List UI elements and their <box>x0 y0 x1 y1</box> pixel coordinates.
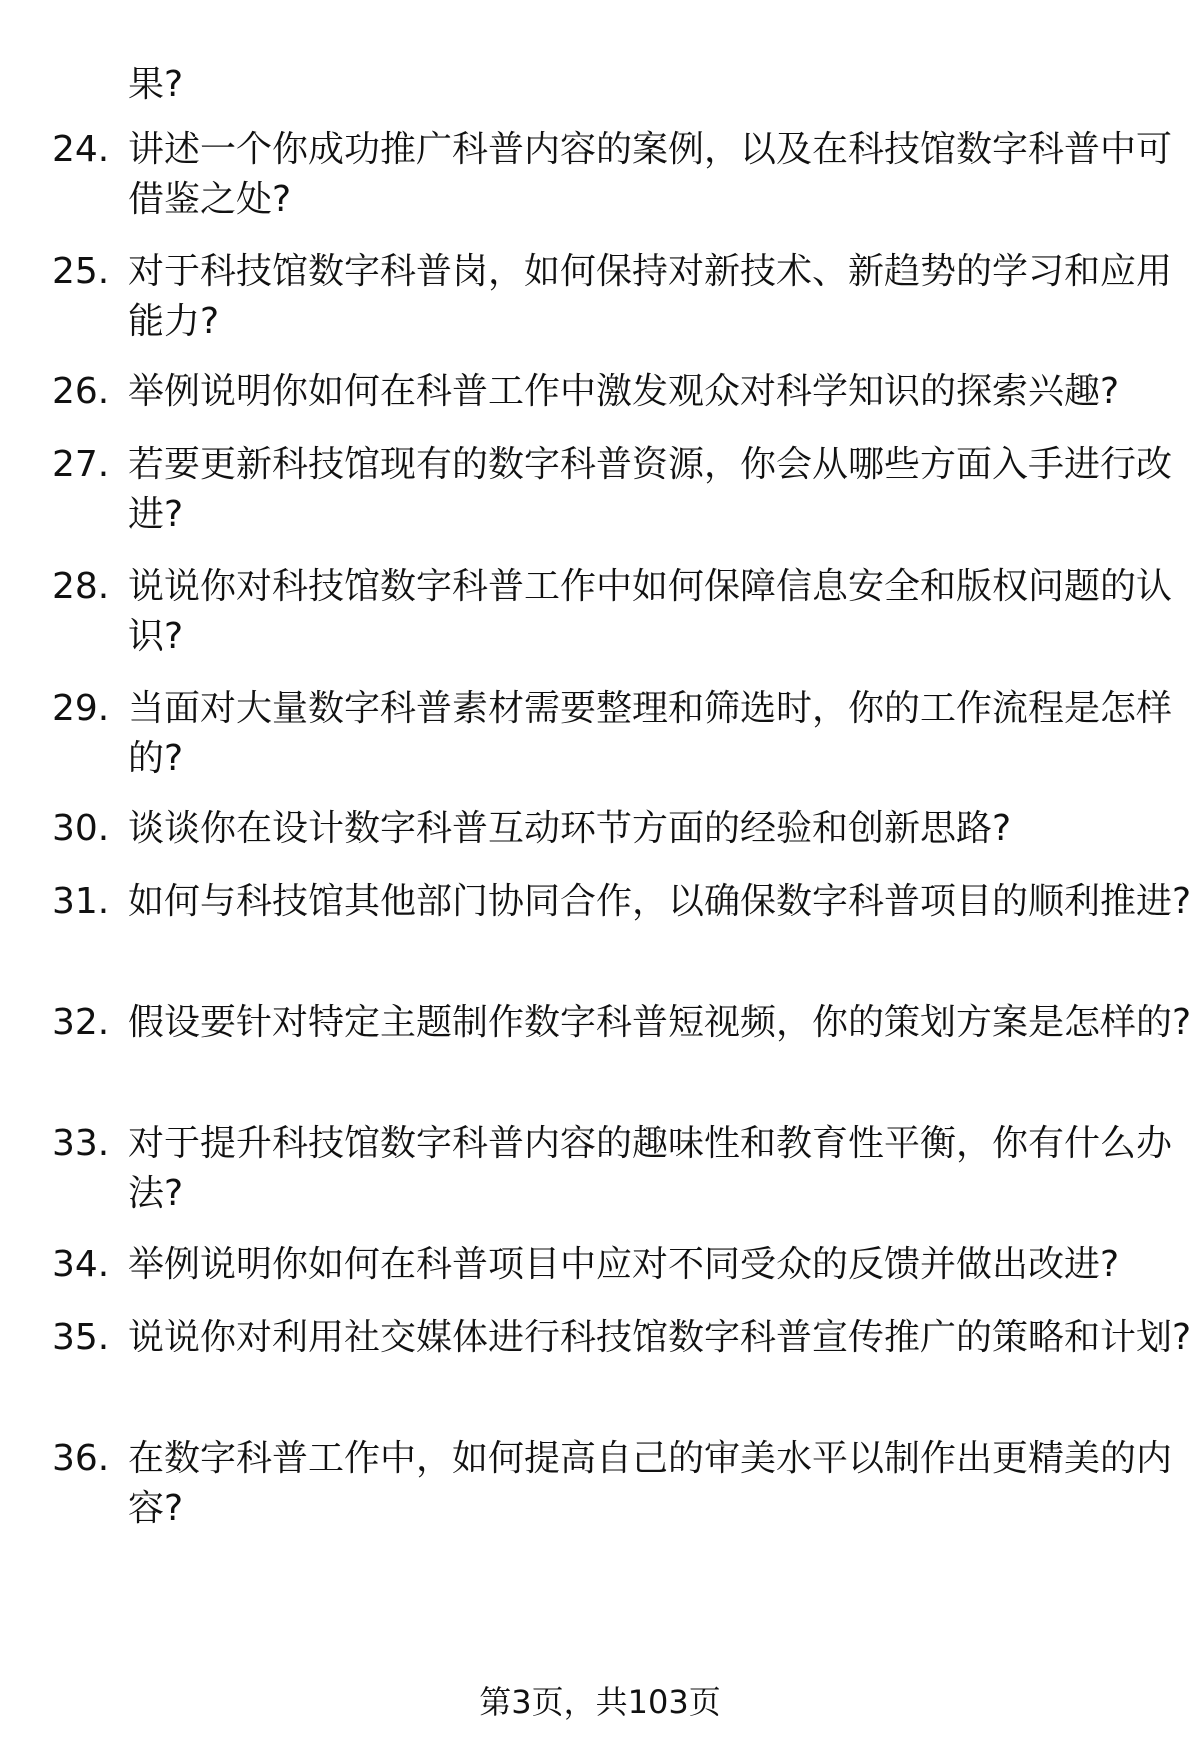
question-text: 假设要针对特定主题制作数字科普短视频，你的策划方案是怎样的? <box>128 1002 1192 1043</box>
question-item-26 <box>52 367 1152 417</box>
question-number: 26. <box>52 371 110 412</box>
question-number: 35. <box>52 1317 110 1358</box>
question-text: 当面对大量数字科普素材需要整理和筛选时，你的工作流程是怎样的? <box>128 688 1173 779</box>
question-item-28 <box>52 562 1173 662</box>
continued-question-text: 果? <box>128 64 184 105</box>
question-text: 在数字科普工作中，如何提高自己的审美水平以制作出更精美的内容? <box>128 1438 1173 1529</box>
question-item-25 <box>52 247 1173 347</box>
question-item-36 <box>52 1434 1173 1534</box>
question-number: 32. <box>52 1002 110 1043</box>
question-text: 讲述一个你成功推广科普内容的案例，以及在科技馆数字科普中可借鉴之处? <box>128 129 1173 220</box>
question-text: 举例说明你如何在科普项目中应对不同受众的反馈并做出改进? <box>128 1244 1120 1285</box>
question-text: 说说你对利用社交媒体进行科技馆数字科普宣传推广的策略和计划? <box>128 1317 1192 1358</box>
question-item-34 <box>52 1240 1152 1290</box>
question-item-33 <box>52 1119 1173 1219</box>
question-text: 对于科技馆数字科普岗，如何保持对新技术、新趋势的学习和应用能力? <box>128 251 1173 342</box>
question-item-30 <box>52 804 1152 854</box>
question-number: 31. <box>52 881 110 922</box>
question-item-27 <box>52 440 1173 540</box>
question-text: 举例说明你如何在科普工作中激发观众对科学知识的探索兴趣? <box>128 371 1120 412</box>
question-item-24 <box>52 125 1173 225</box>
question-item-31 <box>52 877 1192 927</box>
question-number: 36. <box>52 1438 110 1479</box>
question-number: 28. <box>52 566 110 607</box>
question-item-29 <box>52 684 1173 784</box>
question-number: 24. <box>52 129 110 170</box>
question-number: 30. <box>52 808 110 849</box>
question-item-35 <box>52 1313 1192 1363</box>
question-number: 29. <box>52 688 110 729</box>
question-number: 33. <box>52 1123 110 1164</box>
question-text: 谈谈你在设计数字科普互动环节方面的经验和创新思路? <box>128 808 1012 849</box>
question-number: 34. <box>52 1244 110 1285</box>
question-text: 若要更新科技馆现有的数字科普资源，你会从哪些方面入手进行改进? <box>128 444 1173 535</box>
question-text: 对于提升科技馆数字科普内容的趣味性和教育性平衡，你有什么办法? <box>128 1123 1173 1214</box>
page-number-footer: 第3页，共103页 <box>479 1683 721 1721</box>
question-item-32 <box>52 998 1192 1048</box>
question-text: 说说你对科技馆数字科普工作中如何保障信息安全和版权问题的认识? <box>128 566 1173 657</box>
question-number: 25. <box>52 251 110 292</box>
question-number: 27. <box>52 444 110 485</box>
question-text: 如何与科技馆其他部门协同合作，以确保数字科普项目的顺利推进? <box>128 881 1192 922</box>
